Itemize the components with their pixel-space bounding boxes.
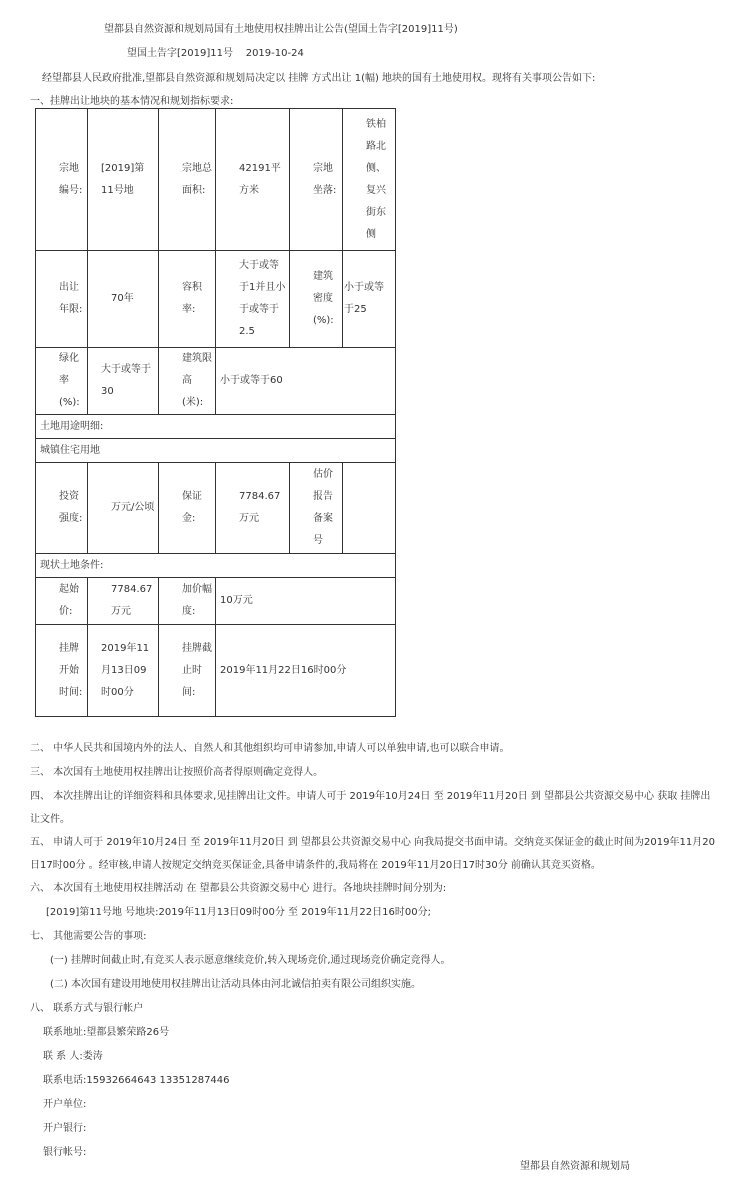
location-label: 宗地坐落:: [290, 109, 343, 251]
use-detail-value: 城镇住宅用地: [36, 439, 396, 463]
use-detail-label: 土地用途明细:: [36, 415, 396, 439]
notice-title: 望都县自然资源和规划局国有土地使用权挂牌出让公告(望国土告字[2019]11号): [104, 24, 458, 35]
table-row: [36, 625, 396, 717]
increment-label: 加价幅度:: [159, 578, 216, 625]
green-label: 绿化率(%):: [36, 348, 88, 415]
parcel-no-value: [2019]第11号地: [88, 109, 159, 251]
clause-3: 三、 本次国有土地使用权挂牌出让按照价高者得原则确定竞得人。: [30, 767, 324, 778]
deposit-value: 7784.67万元: [216, 463, 290, 554]
table-row: [36, 109, 396, 251]
far-label: 容积率:: [159, 251, 216, 348]
clause-7-item-2: (二) 本次国有建设用地使用权挂牌出让活动具体由河北诚信拍卖有限公司组织实施。: [50, 979, 421, 990]
table-row: [36, 554, 396, 578]
green-value: 大于或等于30: [88, 348, 159, 415]
clause-5: 五、 申请人可于 2019年10月24日 至 2019年11月20日 到 望都县公共资源交易中心 向我局提交书面申请。交纳竞买保证金的截止时间为2019年11月20日17时00分 。经审核,申请人按规定交纳竞买保证金,具备申请条件的,我局将在 2019年11月20日17时30分 前确认其竞买资格。: [30, 837, 715, 871]
invest-label: 投资强度:: [36, 463, 88, 554]
total-area-label: 宗地总面积:: [159, 109, 216, 251]
start-price-value: 7784.67万元: [88, 578, 159, 625]
start-price-label: 起始价:: [36, 578, 88, 625]
clause-2: 二、 中华人民共和国境内外的法人、自然人和其他组织均可申请参加,申请人可以单独申请,也可以联合申请。: [30, 743, 510, 754]
account-unit: 开户单位:: [43, 1099, 87, 1110]
clause-6: 六、 本次国有土地使用权挂牌活动 在 望都县公共资源交易中心 进行。各地块挂牌时间分别为:: [30, 883, 447, 894]
table-row: [36, 578, 396, 625]
land-info-table: [35, 108, 396, 717]
deposit-label: 保证金:: [159, 463, 216, 554]
increment-value: 10万元: [216, 578, 396, 625]
signature: 望都县自然资源和规划局: [520, 1161, 630, 1172]
parcel-no-label: 宗地编号:: [36, 109, 88, 251]
intro-paragraph: 经望都县人民政府批准,望都县自然资源和规划局决定以 挂牌 方式出让 1(幅) 地块的国有土地使用权。现将有关事项公告如下:: [42, 73, 596, 84]
term-label: 出让年限:: [36, 251, 88, 348]
listing-start-value: 2019年11月13日09时00分: [88, 625, 159, 717]
contact-address: 联系地址:望都县繁荣路26号: [43, 1027, 170, 1038]
table-row: [36, 439, 396, 463]
density-value: 小于或等于25: [343, 251, 396, 348]
table-row: [36, 251, 396, 348]
table-row: [36, 348, 396, 415]
term-value: 70年: [88, 251, 159, 348]
clause-7: 七、 其他需要公告的事项:: [30, 931, 147, 942]
appraisal-label: 估价报告备案号: [290, 463, 343, 554]
doc-number: 望国土告字[2019]11号: [127, 48, 233, 59]
contact-phone: 联系电话:15932664643 13351287446: [43, 1075, 230, 1086]
notice-clauses: [30, 737, 720, 1165]
table-row: [36, 415, 396, 439]
section-1-heading: 一、挂牌出让地块的基本情况和规划指标要求:: [30, 96, 234, 107]
table-row: [36, 463, 396, 554]
contact-person: 联 系 人:娄涛: [43, 1051, 103, 1062]
density-label: 建筑密度(%):: [290, 251, 343, 348]
doc-date: 2019-10-24: [245, 48, 304, 59]
listing-start-label: 挂牌开始时间:: [36, 625, 88, 717]
listing-end-value: [216, 625, 396, 717]
account-bank: 开户银行:: [43, 1123, 87, 1134]
height-label: 建筑限高(米):: [159, 348, 216, 415]
listing-end-text: 2019年11月22日16时00分: [220, 664, 347, 676]
account-number: 银行帐号:: [43, 1147, 87, 1158]
doc-number-and-date: [127, 44, 304, 59]
far-value: 大于或等于1并且小于或等于2.5: [216, 251, 290, 348]
clause-7-item-1: (一) 挂牌时间截止时,有竞买人表示愿意继续竞价,转入现场竞价,通过现场竞价确定竞得人。: [50, 955, 451, 966]
status-label: 现状土地条件:: [36, 554, 396, 578]
height-value: 小于或等于60: [216, 348, 396, 415]
clause-6-detail: [2019]第11号地 号地块:2019年11月13日09时00分 至 2019年11月22日16时00分;: [46, 907, 431, 918]
location-value: 铁柏路北侧、复兴街东侧: [343, 109, 396, 251]
clause-8: 八、 联系方式与银行帐户: [30, 1003, 144, 1014]
listing-end-label: 挂牌截止时间:: [159, 625, 216, 717]
appraisal-value: [343, 463, 396, 554]
total-area-value: 42191平方米: [216, 109, 290, 251]
invest-value: 万元/公顷: [88, 463, 159, 554]
clause-4: 四、 本次挂牌出让的详细资料和具体要求,见挂牌出让文件。申请人可于 2019年10月24日 至 2019年11月20日 到 望都县公共资源交易中心 获取 挂牌出让文件。: [30, 791, 711, 825]
